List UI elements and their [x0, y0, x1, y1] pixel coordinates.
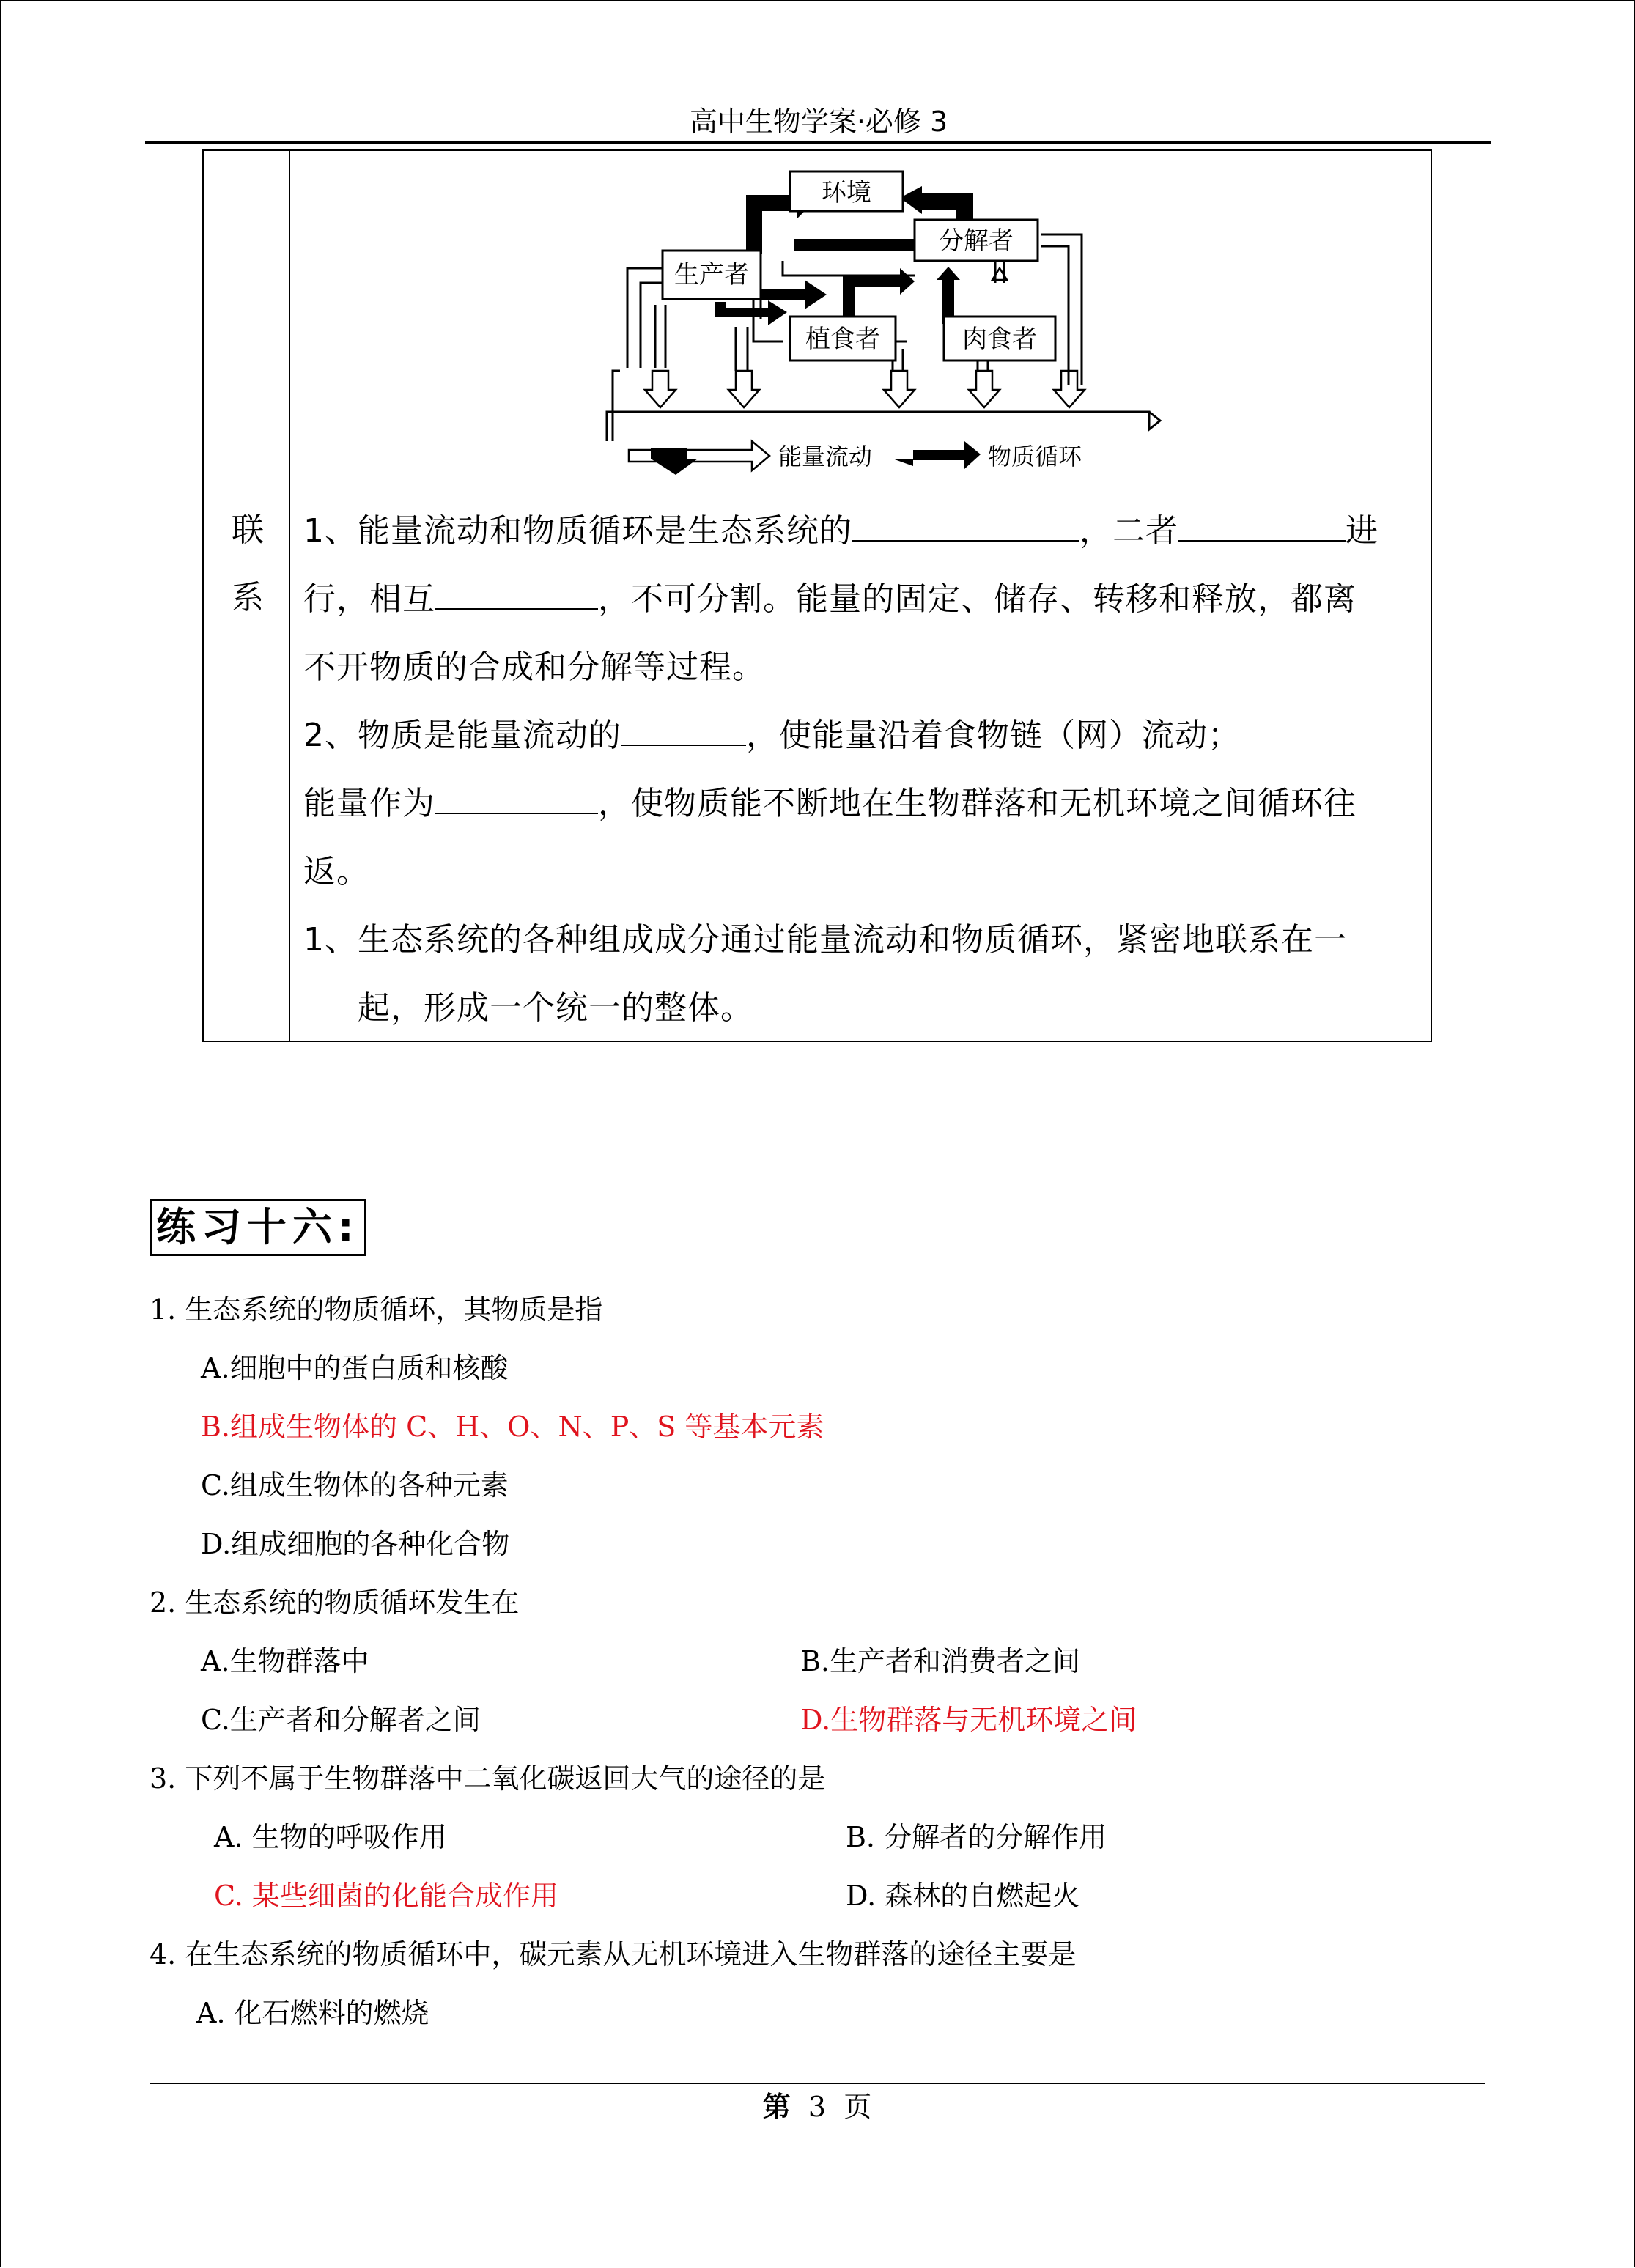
relation-table: [202, 149, 1432, 1042]
node-decomposer: 分解者: [939, 226, 1014, 256]
content-line-8: 起，形成一个统一的整体。: [358, 989, 753, 1027]
header-rule: [145, 141, 1491, 144]
footer-pre: 第: [762, 2090, 791, 2123]
q2-option-c[interactable]: C.生产者和分解者之间: [201, 1704, 481, 1736]
content-line-6: 返。: [303, 853, 369, 890]
text-l1c: 进: [1346, 512, 1379, 550]
table-divider: [289, 151, 290, 1041]
content-line-3: 不开物质的合成和分解等过程。: [303, 649, 765, 686]
content-line-4: [303, 701, 1417, 769]
node-producer: 生产者: [674, 260, 749, 289]
content-line-1: [303, 497, 1417, 565]
text-l1b: ，二者: [1079, 512, 1178, 550]
page-footer: [150, 2088, 1485, 2125]
q2-option-d-answer[interactable]: D.生物群落与无机环境之间: [800, 1704, 1137, 1736]
ecosystem-flow-diagram: [592, 151, 1340, 495]
q1-stem: 1. 生态系统的物质循环，其物质是指: [150, 1293, 603, 1326]
q1-option-d[interactable]: D.组成细胞的各种化合物: [201, 1528, 510, 1560]
node-herbivore: 植食者: [805, 325, 880, 354]
text-l2a: 行，相互: [303, 580, 435, 618]
footer-post: 页: [844, 2091, 872, 2123]
blank-5[interactable]: [435, 788, 598, 814]
content-line-7: 1、生态系统的各种组成成分通过能量流动和物质循环，紧密地联系在一: [303, 921, 1347, 958]
side-label-2: 系: [232, 579, 264, 616]
node-carnivore: 肉食者: [962, 325, 1037, 354]
q1-option-c[interactable]: C.组成生物体的各种元素: [201, 1469, 509, 1501]
page-header: 高中生物学案·必修 3: [689, 106, 948, 138]
content-line-5: [303, 769, 1417, 838]
text-l5a: 能量作为: [303, 785, 435, 822]
text-l2b: ，不可分割。能量的固定、储存、转移和释放，都离: [598, 580, 1357, 618]
text-l5b: ，使物质能不断地在生物群落和无机环境之间循环往: [598, 785, 1357, 822]
text-l4a: 2、物质是能量流动的: [303, 717, 621, 754]
q3-option-b[interactable]: B. 分解者的分解作用: [846, 1821, 1107, 1853]
legend-matter-cycle: 物质循环: [988, 443, 1082, 470]
q1-option-a[interactable]: A.细胞中的蛋白质和核酸: [201, 1352, 509, 1384]
relation-content: [303, 497, 1417, 1042]
legend-energy-flow: 能量流动: [778, 443, 873, 470]
q3-stem: 3. 下列不属于生物群落中二氧化碳返回大气的途径的是: [150, 1762, 826, 1795]
content-line-2: [303, 565, 1417, 633]
q3-option-d[interactable]: D. 森林的自燃起火: [846, 1880, 1080, 1912]
q3-option-a[interactable]: A. 生物的呼吸作用: [214, 1821, 447, 1853]
q2-stem: 2. 生态系统的物质循环发生在: [150, 1587, 520, 1619]
node-environment: 环境: [822, 178, 871, 207]
q3-option-c-answer[interactable]: C. 某些细菌的化能合成作用: [214, 1880, 558, 1912]
text-l4b: ，使能量沿着食物链（网）流动；: [746, 717, 1241, 754]
text-l1a: 1、能量流动和物质循环是生态系统的: [303, 512, 852, 550]
q2-option-b[interactable]: B.生产者和消费者之间: [800, 1645, 1081, 1677]
exercise-title: 练习十六:: [150, 1199, 366, 1256]
blank-2[interactable]: [1178, 515, 1346, 542]
blank-4[interactable]: [621, 720, 746, 746]
blank-3[interactable]: [435, 583, 598, 610]
q4-stem: 4. 在生态系统的物质循环中，碳元素从无机环境进入生物群落的途径主要是: [150, 1938, 1077, 1970]
q2-option-a[interactable]: A.生物群落中: [201, 1645, 369, 1677]
q1-option-b-answer[interactable]: B.组成生物体的 C、H、O、N、P、S 等基本元素: [201, 1411, 824, 1443]
page-number: 3: [808, 2091, 827, 2123]
blank-1[interactable]: [852, 515, 1079, 542]
q4-option-a[interactable]: A. 化石燃料的燃烧: [196, 1997, 429, 2029]
footer-rule: [150, 2083, 1485, 2084]
side-label-1: 联: [232, 511, 264, 549]
